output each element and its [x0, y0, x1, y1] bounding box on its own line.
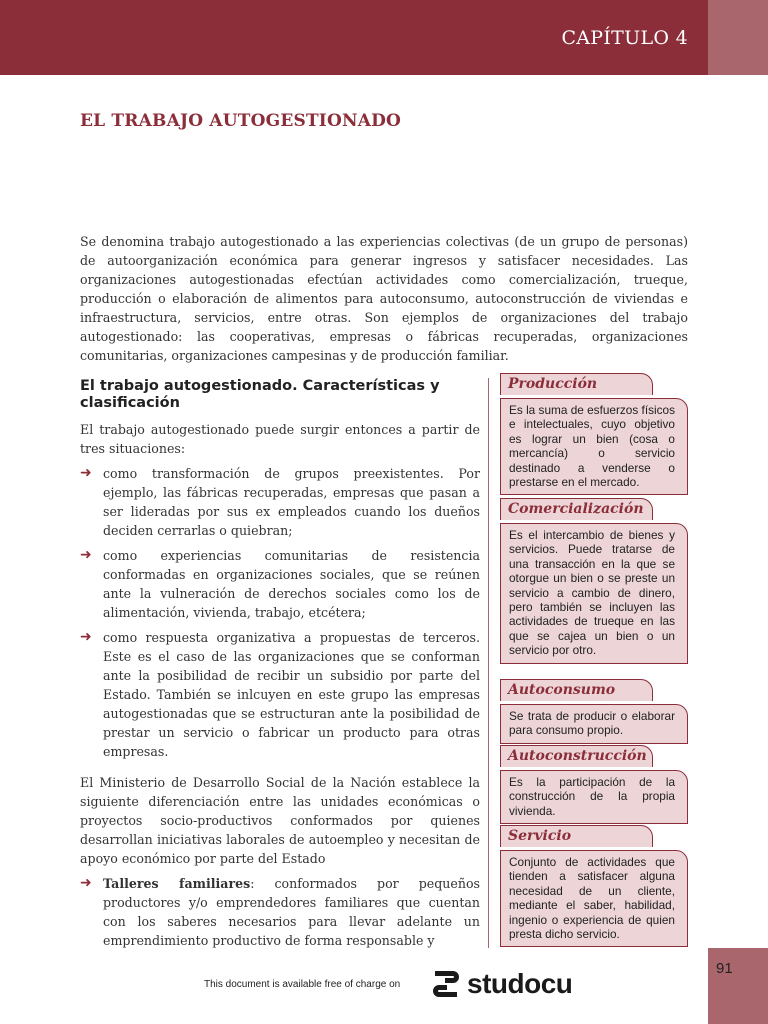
studocu-logo[interactable] [429, 967, 572, 1001]
glossary-term: Producción [508, 376, 598, 392]
footer-note: This document is available free of charge on [204, 979, 401, 990]
section-lead: El trabajo autogestionado puede surgir entonces a partir de tres situaciones: [80, 422, 480, 456]
glossary-tab [500, 373, 653, 395]
glossary-definition: Es la suma de esfuerzos físicos e intelectuales, cuyo objetivo es lograr un bien (cosa o mercancía) o servicio destinado a venderse o prestarse en el mercado. [500, 398, 688, 495]
glossary-term: Comercialización [508, 501, 644, 517]
glossary-box-servicio [500, 825, 688, 947]
list-item-text: como experiencias comunitarias de resistencia conformadas en organizaciones sociales, que se reúnen ante la vulneración de derechos sociales como los de alimentación, vivienda, trabajo, etcétera; [103, 548, 480, 620]
main-column [80, 378, 480, 962]
arrow-right-icon: ➜ [80, 465, 92, 481]
page-title: EL TRABAJO AUTOGESTIONADO [80, 111, 402, 131]
list-item [80, 546, 480, 622]
glossary-box-produccion [500, 373, 688, 495]
list-item-text: : conformados por pequeños productores y/o emprendedores familiares que cuentan con los saberes necesarios para llevar adelante un emprendimiento productivo de forma responsable y [103, 876, 481, 948]
glossary-box-comercializacion [500, 498, 688, 664]
glossary-tab [500, 498, 653, 520]
glossary-term: Servicio [508, 828, 572, 844]
units-list [80, 874, 480, 950]
list-item-text: como respuesta organizativa a propuestas de terceros. Este es el caso de las organizaciones que se conforman ante la posibilidad de recibir un subsidio por parte del Estado. También se inlcuyen en este grupo las empresas autogestionadas que se estructuran ante la posibilidad de prestar un servicio o fabricar un producto para otras empresas. [103, 630, 480, 759]
glossary-tab [500, 825, 653, 847]
glossary-term: Autoconsumo [508, 682, 616, 698]
list-item-text: como transformación de grupos preexistentes. Por ejemplo, las fábricas recuperadas, empresas que pasan a ser lideradas por sus ex empleados cuando los dueños deciden cerrarlas o quiebran; [103, 466, 480, 538]
glossary-box-autoconsumo [500, 679, 688, 744]
list-item-term: Talleres familiares [103, 876, 251, 891]
header-accent [708, 0, 768, 75]
studocu-logo-icon [429, 967, 463, 1001]
intro-paragraph: Se denomina trabajo autogestionado a las experiencias colectivas (de un grupo de personas) de autoorganización económica para generar ingresos y satisfacer necesidades. Las organizaciones autogestionadas efectúan actividades como comercialización, trueque, producción o elaboración de alimentos para autoconsumo, autoconstrucción de viviendas e infraestructura, servicios, entre otras. Son ejemplos de organizaciones del trabajo autogestionado: las cooperativas, empresas o fábricas recuperadas, organizaciones comunitarias, organizaciones campesinas y de producción familiar. [80, 234, 688, 363]
arrow-right-icon: ➜ [80, 875, 92, 891]
glossary-term: Autoconstrucción [508, 748, 647, 764]
brand-name: studocu [467, 968, 573, 999]
glossary-tab [500, 745, 653, 767]
situations-list [80, 464, 480, 761]
arrow-right-icon: ➜ [80, 547, 92, 563]
ministry-paragraph: El Ministerio de Desarrollo Social de la Nación establece la siguiente diferenciación entre las unidades económicas o proyectos socio-productivos conformados por quienes desarrollan iniciativas laborales de autoempleo y necesitan de apoyo económico por parte del Estado [80, 775, 480, 866]
section-heading: El trabajo autogestionado. Características y clasificación [80, 378, 440, 411]
arrow-right-icon: ➜ [80, 629, 92, 645]
page-number: 91 [716, 960, 733, 977]
column-divider [488, 378, 489, 948]
list-item [80, 628, 480, 761]
list-item [80, 464, 480, 540]
chapter-label: CAPÍTULO 4 [561, 27, 688, 49]
glossary-definition: Es la participación de la construcción de la propia vivienda. [500, 770, 688, 824]
glossary-box-autoconstruccion [500, 745, 688, 824]
glossary-definition: Es el intercambio de bienes y servicios. Puede tratarse de una transacción en la que se otorgue un bien o se preste un servicio a cambio de dinero, pero también se incluyen las actividades de trueque en las que se cajea un bien o un servicio por otro. [500, 523, 688, 664]
glossary-definition: Conjunto de actividades que tienden a satisfacer alguna necesidad de un cliente, mediante el saber, habilidad, ingenio o experiencia de quien presta dicho servicio. [500, 850, 688, 947]
list-item [80, 874, 480, 950]
glossary-tab [500, 679, 653, 701]
glossary-definition: Se trata de producir o elaborar para consumo propio. [500, 704, 688, 744]
